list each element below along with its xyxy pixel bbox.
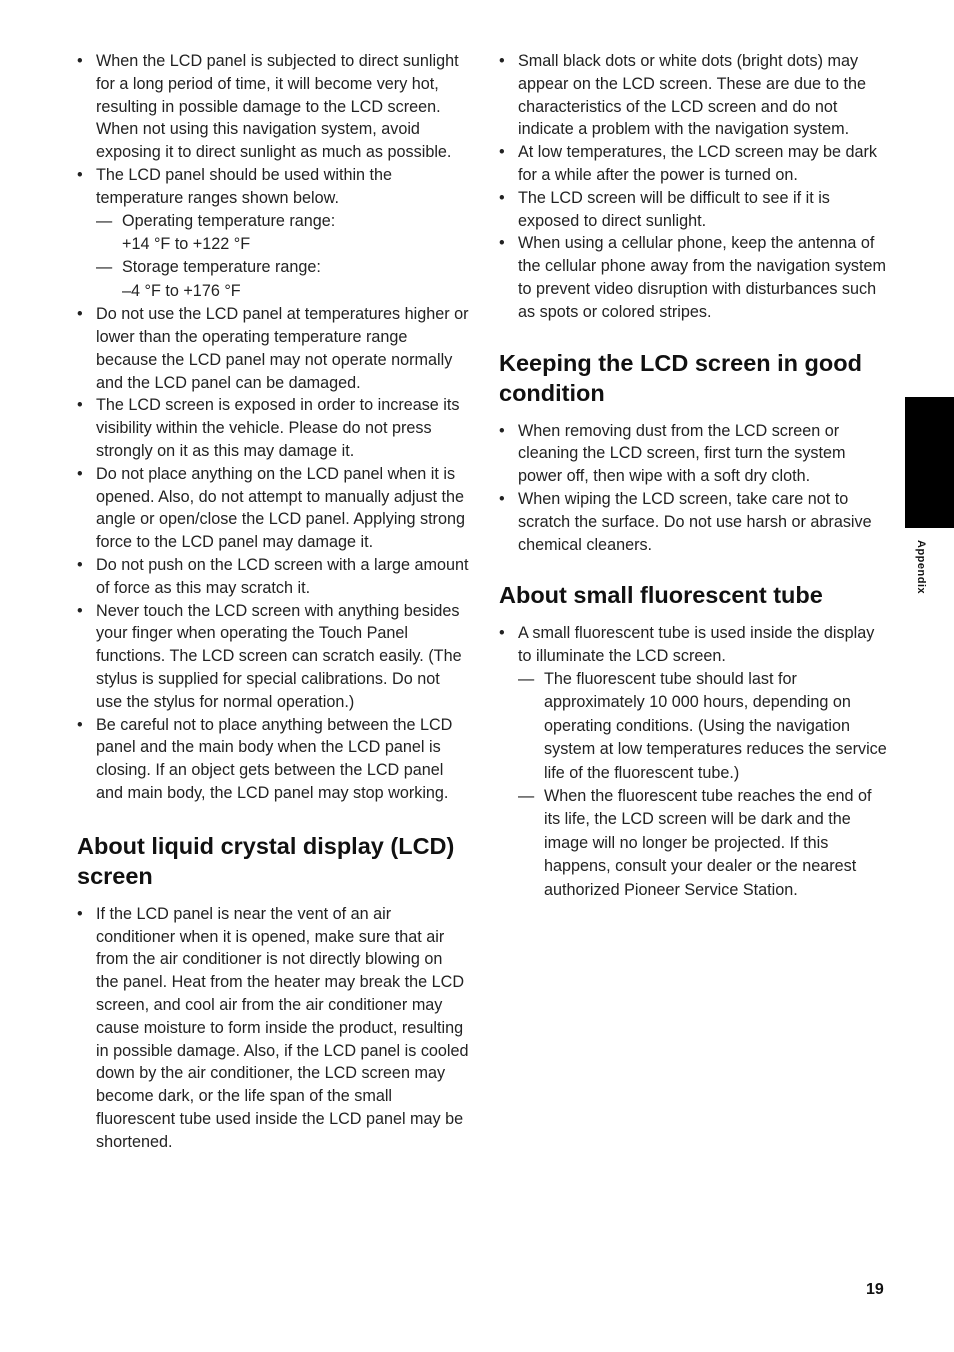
tube-sublist bbox=[518, 668, 891, 902]
section-heading-lcd-screen: About liquid crystal display (LCD) screen bbox=[77, 832, 455, 889]
sub-item-tube-life: — The fluorescent tube should last for approximately 10 000 hours, depending on operating conditions. (Using the navigation system at low temperatures reduces the service life of the fluorescent tube.) bbox=[518, 668, 891, 785]
section-heading-keeping-lcd: Keeping the LCD screen in good condition bbox=[499, 349, 862, 406]
list-item: • Do not use the LCD panel at temperatures higher or lower than the operating temperature range because the LCD panel may not operate normally and the LCD panel can be damaged. bbox=[77, 303, 469, 394]
list-item: • The LCD panel should be used within the temperature ranges shown below. — Operating temperature range: +14 °F to +122 °F — Storage temperature range: –4 °F to +176 °F bbox=[77, 164, 469, 303]
list-item: • Do not push on the LCD screen with a large amount of force as this may scratch it. bbox=[77, 554, 469, 600]
sub-item-operating-temp: — Operating temperature range: +14 °F to +122 °F bbox=[96, 210, 469, 257]
section-tab-label: Appendix bbox=[915, 540, 927, 595]
list-item: • Small black dots or white dots (bright dots) may appear on the LCD screen. These are due to the characteristics of the LCD screen and do not indicate a problem with the navigation system. bbox=[499, 50, 891, 141]
list-item: • The LCD screen will be difficult to see if it is exposed to direct sunlight. bbox=[499, 187, 891, 233]
bullet-list-keeping bbox=[499, 420, 891, 557]
list-item: • If the LCD panel is near the vent of an air conditioner when it is opened, make sure that air from the air conditioner is not directly blowing on the panel. Heat from the heater may break the LCD screen, and cool air from the air conditioner may cause moisture to form inside the product, resulting in possible damage. Also, if the LCD panel is cooled down by the air conditioner, the LCD screen may become dark, or the life span of the small fluorescent tube used inside the LCD panel may be shortened. bbox=[77, 903, 469, 1154]
sub-item-tube-end: — When the fluorescent tube reaches the end of its life, the LCD screen will be dark and the image will no longer be projected. If this happens, consult your dealer or the nearest authorized Pioneer Service Station. bbox=[518, 785, 891, 902]
bullet-list-top-left bbox=[77, 50, 469, 805]
section-heading-fluorescent-tube: About small fluorescent tube bbox=[499, 582, 823, 609]
list-item: • A small fluorescent tube is used inside the display to illuminate the LCD screen. — The fluorescent tube should last for approximately 10 000 hours, depending on operating conditions. (Using the navigation system at low temperatures reduces the service life of the fluorescent tube.) — When the fluorescent tube reaches the end of its life, the LCD screen will be dark and the image will no longer be projected. If this happens, consult your dealer or the nearest authorized Pioneer Service Station. bbox=[499, 622, 891, 902]
temperature-sublist bbox=[96, 210, 469, 304]
list-item: • Be careful not to place anything between the LCD panel and the main body when the LCD panel is closing. If an object gets between the LCD panel and main body, the LCD panel may stop working. bbox=[77, 714, 469, 805]
left-column bbox=[77, 50, 469, 1154]
right-column bbox=[499, 50, 891, 902]
list-item: • The LCD screen is exposed in order to increase its visibility within the vehicle. Please do not press strongly on it as this may damage it. bbox=[77, 394, 469, 462]
bullet-list-top-right bbox=[499, 50, 891, 324]
list-item: • When the LCD panel is subjected to direct sunlight for a long period of time, it will become very hot, resulting in possible damage to the LCD screen. When not using this navigation system, avoid exposing it to direct sunlight as much as possible. bbox=[77, 50, 469, 164]
bullet-list-tube bbox=[499, 622, 891, 902]
list-item: • Do not place anything on the LCD panel when it is opened. Also, do not attempt to manually adjust the angle or open/close the LCD panel. Applying strong force to the LCD panel may damage it. bbox=[77, 463, 469, 554]
list-item: • At low temperatures, the LCD screen may be dark for a while after the power is turned on. bbox=[499, 141, 891, 187]
list-item: • Never touch the LCD screen with anything besides your finger when operating the Touch Panel functions. The LCD screen can scratch easily. (The stylus is supplied for special calibrations. Do not use the stylus for normal operation.) bbox=[77, 600, 469, 714]
list-item: • When wiping the LCD screen, take care not to scratch the surface. Do not use harsh or abrasive chemical cleaners. bbox=[499, 488, 891, 556]
list-item: • When removing dust from the LCD screen or cleaning the LCD screen, first turn the system power off, then wipe with a soft dry cloth. bbox=[499, 420, 891, 488]
section-tab-marker bbox=[905, 397, 954, 528]
list-item: • When using a cellular phone, keep the antenna of the cellular phone away from the navigation system to prevent video disruption with disturbances such as spots or colored stripes. bbox=[499, 232, 891, 323]
sub-item-storage-temp: — Storage temperature range: –4 °F to +176 °F bbox=[96, 256, 469, 303]
bullet-list-lcd bbox=[77, 903, 469, 1154]
page-number: 19 bbox=[866, 1281, 884, 1298]
